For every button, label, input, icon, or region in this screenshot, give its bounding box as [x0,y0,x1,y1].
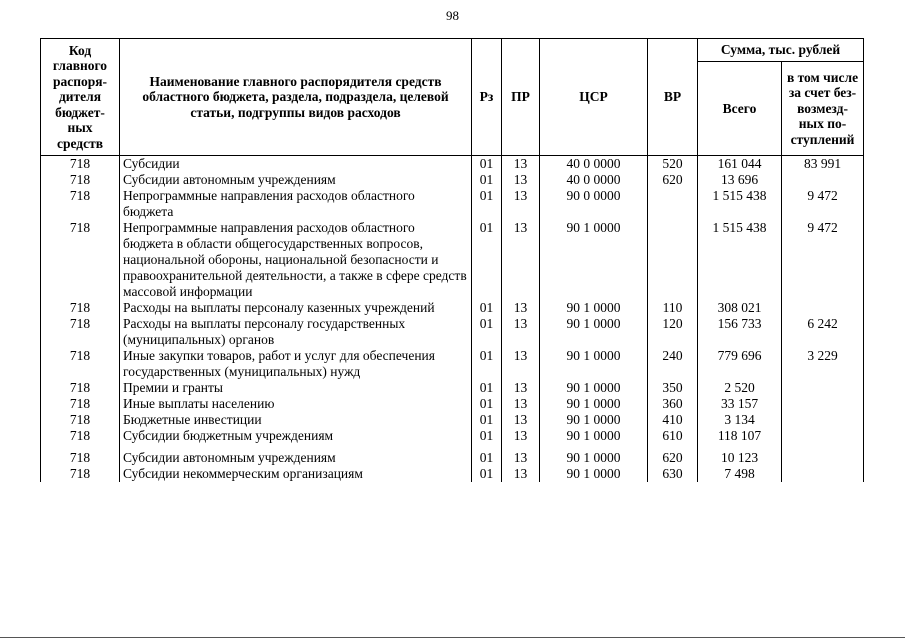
header-vr: ВР [648,39,698,156]
cell-name: Расходы на выплаты персоналу государственных (муниципальных) органов [120,316,472,348]
cell-csr: 40 0 0000 [540,156,648,173]
cell-pr: 13 [502,428,540,450]
cell-code: 718 [41,316,120,348]
cell-name: Иные закупки товаров, работ и услуг для обеспечения государственных (муниципальных) нужд [120,348,472,380]
cell-total: 779 696 [698,348,782,380]
cell-pr: 13 [502,220,540,300]
cell-rz: 01 [472,380,502,396]
cell-rz: 01 [472,220,502,300]
budget-table [40,38,864,482]
table-row [41,412,864,428]
table-row [41,188,864,220]
cell-name: Непрограммные направления расходов областного бюджета [120,188,472,220]
cell-total: 156 733 [698,316,782,348]
cell-total: 33 157 [698,396,782,412]
cell-rz: 01 [472,316,502,348]
cell-name: Субсидии автономным учреждениям [120,172,472,188]
cell-extra [782,450,864,466]
cell-extra [782,396,864,412]
header-csr: ЦСР [540,39,648,156]
cell-pr: 13 [502,348,540,380]
cell-total: 13 696 [698,172,782,188]
cell-code: 718 [41,450,120,466]
cell-extra: 83 991 [782,156,864,173]
header-total: Всего [698,62,782,156]
header-name: Наименование главного распорядителя средств областного бюджета, раздела, подраздела, целевой статьи, подгруппы видов расходов [120,39,472,156]
table-row [41,396,864,412]
cell-rz: 01 [472,396,502,412]
header-extra: в том числе за счет без-возмезд-ных по-ступлений [782,62,864,156]
cell-code: 718 [41,348,120,380]
cell-total: 1 515 438 [698,220,782,300]
cell-code: 718 [41,300,120,316]
cell-rz: 01 [472,172,502,188]
cell-rz: 01 [472,428,502,450]
table-row [41,450,864,466]
cell-total: 2 520 [698,380,782,396]
cell-csr: 90 1 0000 [540,428,648,450]
cell-extra [782,412,864,428]
cell-name: Субсидии автономным учреждениям [120,450,472,466]
cell-code: 718 [41,428,120,450]
cell-pr: 13 [502,466,540,482]
cell-csr: 90 1 0000 [540,300,648,316]
cell-vr: 240 [648,348,698,380]
table-row [41,220,864,300]
cell-csr: 90 1 0000 [540,466,648,482]
cell-rz: 01 [472,156,502,173]
cell-vr: 630 [648,466,698,482]
cell-extra: 3 229 [782,348,864,380]
cell-vr: 350 [648,380,698,396]
cell-total: 1 515 438 [698,188,782,220]
table-body [41,156,864,483]
cell-vr: 110 [648,300,698,316]
cell-name: Субсидии бюджетным учреждениям [120,428,472,450]
header-pr: ПР [502,39,540,156]
cell-vr: 410 [648,412,698,428]
cell-vr [648,188,698,220]
cell-vr: 620 [648,450,698,466]
cell-pr: 13 [502,300,540,316]
cell-vr: 610 [648,428,698,450]
cell-name: Премии и гранты [120,380,472,396]
cell-extra [782,466,864,482]
cell-vr: 120 [648,316,698,348]
table-row [41,300,864,316]
cell-rz: 01 [472,450,502,466]
cell-rz: 01 [472,466,502,482]
cell-pr: 13 [502,188,540,220]
cell-name: Бюджетные инвестиции [120,412,472,428]
cell-extra: 9 472 [782,188,864,220]
cell-pr: 13 [502,380,540,396]
table-row [41,380,864,396]
cell-name: Субсидии некоммерческим организациям [120,466,472,482]
cell-pr: 13 [502,156,540,173]
table-row [41,156,864,173]
cell-vr: 620 [648,172,698,188]
cell-code: 718 [41,220,120,300]
cell-code: 718 [41,156,120,173]
cell-extra [782,380,864,396]
cell-pr: 13 [502,450,540,466]
cell-vr: 360 [648,396,698,412]
cell-vr [648,220,698,300]
table-header [41,39,864,156]
table-row [41,428,864,450]
cell-rz: 01 [472,300,502,316]
cell-name: Расходы на выплаты персоналу казенных учреждений [120,300,472,316]
cell-extra [782,172,864,188]
cell-pr: 13 [502,396,540,412]
cell-extra [782,428,864,450]
cell-code: 718 [41,172,120,188]
cell-csr: 90 1 0000 [540,396,648,412]
cell-csr: 90 1 0000 [540,348,648,380]
cell-total: 161 044 [698,156,782,173]
cell-extra [782,300,864,316]
table-row [41,348,864,380]
cell-total: 308 021 [698,300,782,316]
cell-csr: 90 1 0000 [540,316,648,348]
cell-code: 718 [41,188,120,220]
cell-rz: 01 [472,348,502,380]
cell-csr: 90 1 0000 [540,380,648,396]
cell-name: Иные выплаты населению [120,396,472,412]
cell-csr: 90 1 0000 [540,450,648,466]
cell-pr: 13 [502,172,540,188]
cell-total: 3 134 [698,412,782,428]
cell-csr: 90 1 0000 [540,412,648,428]
cell-code: 718 [41,396,120,412]
cell-extra: 9 472 [782,220,864,300]
cell-code: 718 [41,412,120,428]
cell-csr: 40 0 0000 [540,172,648,188]
cell-rz: 01 [472,412,502,428]
table-row [41,316,864,348]
cell-code: 718 [41,466,120,482]
cell-total: 10 123 [698,450,782,466]
cell-name: Непрограммные направления расходов областного бюджета в области общегосударственных вопросов, национальной обороны, национальной безопасности и правоохранительной деятельности, а также в сфере средств массовой информации [120,220,472,300]
cell-pr: 13 [502,412,540,428]
table-row [41,466,864,482]
cell-pr: 13 [502,316,540,348]
cell-extra: 6 242 [782,316,864,348]
header-rz: Рз [472,39,502,156]
cell-csr: 90 1 0000 [540,220,648,300]
page-number: 98 [446,8,459,23]
header-sum-group: Сумма, тыс. рублей [698,39,864,62]
cell-code: 718 [41,380,120,396]
cell-total: 118 107 [698,428,782,450]
cell-csr: 90 0 0000 [540,188,648,220]
table-row [41,172,864,188]
header-code: Код главного распоря-дителя бюджет-ных средств [41,39,120,156]
cell-rz: 01 [472,188,502,220]
cell-total: 7 498 [698,466,782,482]
cell-vr: 520 [648,156,698,173]
cell-name: Субсидии [120,156,472,173]
page-bottom-rule [0,637,905,638]
